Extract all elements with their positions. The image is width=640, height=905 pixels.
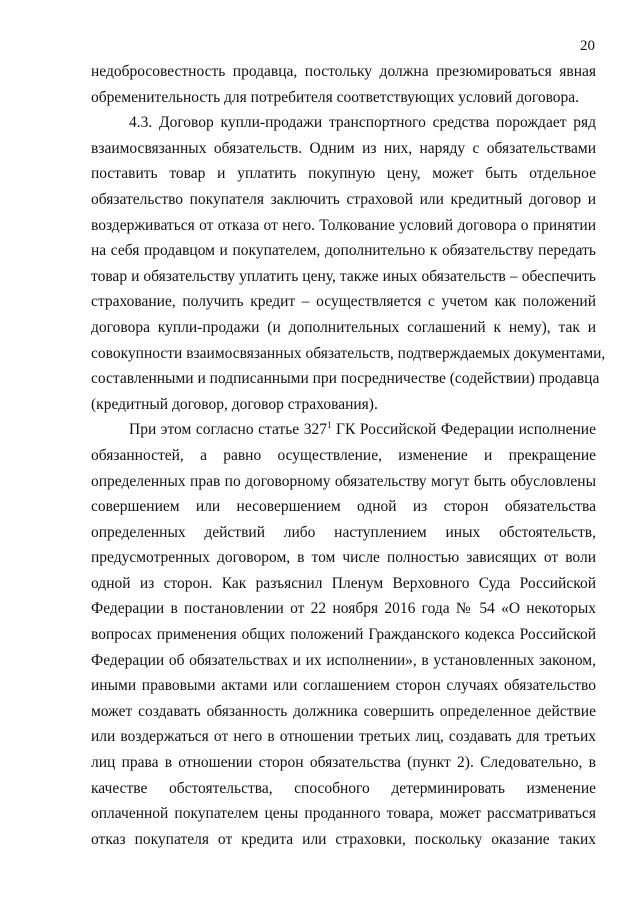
text-line: или воздержаться от него в отношении третьих лиц, создавать для третьих bbox=[91, 728, 596, 746]
text-line: договора купли-продажи (и дополнительных соглашений к нему), так и bbox=[91, 318, 596, 336]
text-line: обязательство покупателя заключить страховой или кредитный договор и bbox=[91, 190, 596, 208]
text-line: обременительность для потребителя соответствующих условий договора. bbox=[91, 88, 580, 106]
page-number: 20 bbox=[580, 38, 595, 54]
text-line: (кредитный договор, договор страхования). bbox=[91, 395, 378, 413]
text-line: предусмотренных договором, в том числе полностью зависящих от воли bbox=[91, 549, 596, 567]
text-line: вопросах применения общих положений Гражданского кодекса Российской bbox=[91, 626, 596, 644]
article-superscript: 1 bbox=[326, 420, 332, 431]
text-line: оплаченной покупателем цены проданного товара, может рассматриваться bbox=[91, 805, 596, 823]
text-line bbox=[91, 417, 596, 443]
text-line: отказ покупателя от кредита или страховки, поскольку оказание таких bbox=[91, 830, 596, 848]
text-line: качестве обстоятельства, способного детерминировать изменение bbox=[91, 779, 596, 797]
text-fragment: ГК Российской Федерации исполнение bbox=[331, 421, 596, 439]
text-line: иными правовыми актами или соглашением сторон случаях обязательство bbox=[91, 677, 596, 695]
text-fragment: При этом согласно статье 327 bbox=[129, 421, 327, 439]
text-line: обязанностей, а равно осуществление, изменение и прекращение bbox=[91, 446, 596, 464]
text-line: недобросовестность продавца, постольку должна презюмироваться явная bbox=[91, 63, 596, 80]
text-line: Федерации в постановлении от 22 ноября 2016 года № 54 «О некоторых bbox=[91, 600, 596, 618]
body-text bbox=[91, 59, 606, 852]
text-line: воздерживаться от отказа от него. Толкование условий договора о принятии bbox=[91, 216, 596, 234]
text-line: составленными и подписанными при посредничестве (содействии) продавца bbox=[91, 370, 600, 388]
text-line: на себя продавцом и покупателем, дополнительно к обязательству передать bbox=[91, 242, 596, 260]
text-line: одной из сторон. Как разъяснил Пленум Верховного Суда Российской bbox=[91, 574, 596, 592]
text-line: поставить товар и уплатить покупную цену, может быть отдельное bbox=[91, 165, 596, 183]
text-line: может создавать обязанность должника совершить определенное действие bbox=[91, 702, 596, 720]
text-line: определенных действий либо наступлением иных обстоятельств, bbox=[91, 523, 596, 541]
text-line: товар и обязательству уплатить цену, также иных обязательств – обеспечить bbox=[91, 267, 596, 285]
text-line: определенных прав по договорному обязательству могут быть обусловлены bbox=[91, 472, 596, 490]
text-line: страхование, получить кредит – осуществляется с учетом как положений bbox=[91, 293, 596, 311]
text-line: лиц права в отношении сторон обязательства (пункт 2). Следовательно, в bbox=[91, 754, 596, 772]
text-line: совокупности взаимосвязанных обязательств, подтверждаемых документами, bbox=[91, 344, 606, 362]
text-line: 4.3. Договор купли-продажи транспортного средства порождает ряд bbox=[129, 114, 596, 132]
text-line: Федерации об обязательствах и их исполнении», в установленных законом, bbox=[91, 651, 596, 669]
text-line: совершением или несовершением одной из сторон обязательства bbox=[91, 498, 596, 516]
text-line: взаимосвязанных обязательств. Одним из них, наряду с обязательствами bbox=[91, 139, 596, 157]
